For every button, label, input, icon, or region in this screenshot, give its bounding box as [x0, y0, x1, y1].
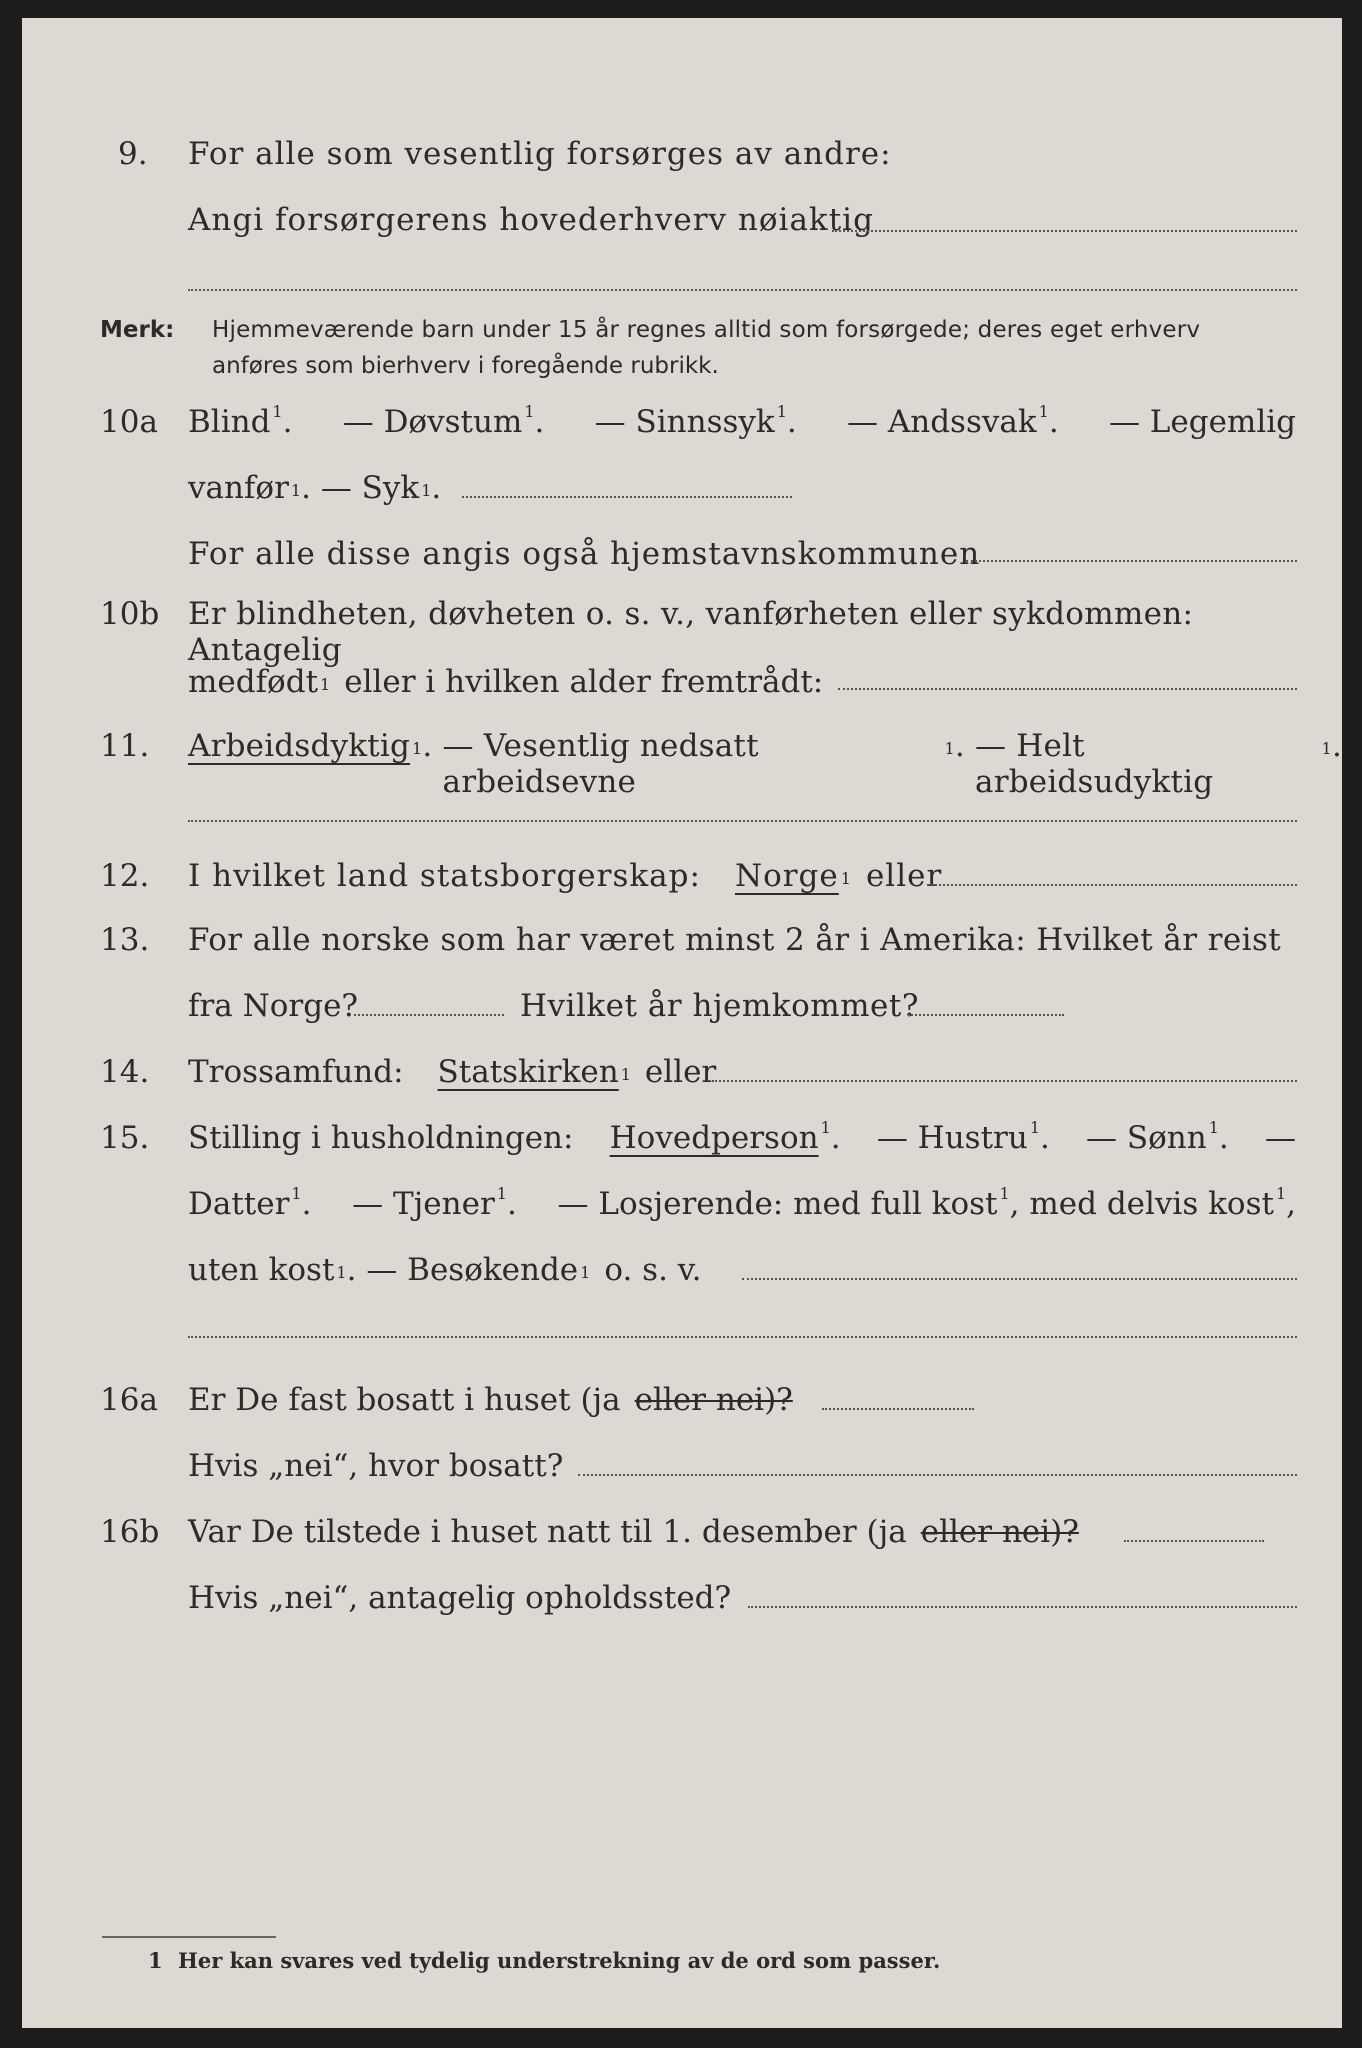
q16b-location-label: Hvis „nei“, antagelig opholdssted? [188, 1580, 732, 1616]
q16b-number: 16b [100, 1514, 160, 1550]
eller-nei-struck[interactable]: eller nei)? [634, 1382, 793, 1418]
citizenship-label: I hvilket land statsborgerskap: [188, 858, 701, 894]
arbeidsudyktig-option[interactable]: — Helt arbeidsudyktig [975, 728, 1214, 800]
q12-answer-line[interactable] [927, 884, 1297, 886]
statskirken-option[interactable]: Statskirken [437, 1054, 619, 1090]
q16a-answer-line[interactable] [822, 1408, 974, 1410]
uten-kost-option[interactable]: uten kost [188, 1252, 335, 1288]
religion-label: Trossamfund: [188, 1054, 404, 1090]
eller-label: eller [865, 858, 943, 894]
legemlig-option[interactable]: — Legemlig [1108, 404, 1296, 440]
q9-answer-line[interactable] [832, 230, 1297, 232]
q13-returned-label: Hvilket år hjemkommet? [520, 988, 919, 1024]
norge-option[interactable]: Norge [734, 858, 839, 894]
q10a-municipality-line[interactable] [966, 560, 1297, 562]
q16a-number: 16a [100, 1382, 158, 1418]
q9-answer-line-2[interactable] [188, 289, 1297, 291]
q13-number: 13. [100, 922, 150, 958]
q15-line-2: Datter $^1$. — Tjener $^1$. — Losjerende: med full kost $^1$, med delvis kost $^1$, [188, 1184, 1296, 1222]
q13-emigrated-label: fra Norge? [188, 988, 359, 1024]
medfodt-option[interactable]: medfødt [188, 664, 319, 700]
q14-answer-line[interactable] [712, 1080, 1297, 1082]
q13-line-1: For alle norske som har været minst 2 år i Amerika: Hvilket år reist [188, 922, 1282, 958]
merk-text-1: Hjemmeværende barn under 15 år regnes alltid som forsørgede; deres eget erhverv [212, 317, 1201, 343]
q10b-line-2: medfødt $^1$ eller i hvilken alder fremtrådt: [188, 664, 824, 700]
q16b-line-1 [188, 1514, 1079, 1550]
nedsatt-arbeidsevne-option[interactable]: — Vesentlig nedsatt arbeidsevne [442, 728, 759, 800]
blind-option[interactable]: Blind [188, 404, 271, 440]
q10a-number: 10a [100, 404, 158, 440]
sonn-option[interactable]: — Sønn [1086, 1120, 1207, 1156]
losjerende-full-kost-option[interactable]: — Losjerende: med full kost [557, 1186, 998, 1222]
q12-number: 12. [100, 858, 150, 894]
q10a-line-2: vanfør $^1$ . — Syk $^1$ . [188, 470, 442, 506]
q13-returned-year-line[interactable] [908, 1014, 1064, 1016]
footnote-text: Her kan svares ved tydelig understrekning av de ord som passer. [178, 1948, 941, 1973]
q10a-answer-line[interactable] [462, 496, 792, 498]
delvis-kost-option[interactable]: , med delvis kost [1009, 1186, 1274, 1222]
sinnssyk-option[interactable]: — Sinnssyk [594, 404, 775, 440]
footnote-mark: 1 [148, 1948, 163, 1973]
eller-nei-struck-2[interactable]: eller nei)? [920, 1514, 1079, 1550]
besokende-option[interactable]: — Besøkende [366, 1252, 579, 1288]
q15-line-3: uten kost $^1$ . — Besøkende $^1$ o. s. v. [188, 1252, 702, 1288]
census-form-page [22, 18, 1342, 2028]
hovedperson-option[interactable]: Hovedperson [609, 1120, 819, 1156]
q10b-number: 10b [100, 596, 160, 632]
footnote-rule [102, 1936, 276, 1938]
merk-label: Merk: [100, 317, 175, 343]
q12-line: I hvilket land statsborgerskap: Norge $^1$ eller [188, 858, 943, 894]
q16b-location-line[interactable] [748, 1606, 1297, 1608]
q10a-line-1: Blind $^1$. — Døvstum $^1$. — Sinnssyk $^1$. — Andssvak $^1$. — Legemlig [188, 402, 1296, 440]
q10b-line-1: Er blindheten, døvheten o. s. v., vanførheten eller sykdommen: Antagelig [188, 596, 1194, 668]
q16b-answer-line[interactable] [1124, 1540, 1264, 1542]
q9-provider-occupation-label: Angi forsørgerens hovederhverv nøiaktig [188, 202, 874, 238]
q15-answer-line-2[interactable] [188, 1336, 1297, 1338]
q9-number: 9. [118, 136, 148, 172]
q14-line: Trossamfund: Statskirken $^1$ eller [188, 1054, 717, 1090]
resident-question: Er De fast bosatt i huset (ja [188, 1382, 621, 1418]
datter-option[interactable]: Datter [188, 1186, 290, 1222]
andssvak-option[interactable]: — Andssvak [847, 404, 1037, 440]
q9-question: For alle som vesentlig forsørges av andre: [188, 136, 892, 172]
vanfor-option[interactable]: vanfør [188, 470, 289, 506]
q13-emigrated-year-line[interactable] [354, 1014, 504, 1016]
q16a-where-label: Hvis „nei“, hvor bosatt? [188, 1448, 564, 1484]
present-question: Var De tilstede i huset natt til 1. desember (ja [188, 1514, 907, 1550]
hustru-option[interactable]: — Hustru [876, 1120, 1028, 1156]
q14-number: 14. [100, 1054, 150, 1090]
q10a-home-municipality-label: For alle disse angis også hjemstavnskommunen [188, 536, 981, 572]
q15-line-1: Stilling i husholdningen: Hovedperson $^1$. — Hustru $^1$. — Sønn $^1$. — [188, 1118, 1296, 1156]
q10b-answer-line[interactable] [838, 688, 1297, 690]
q11-answer-line[interactable] [188, 820, 1297, 822]
q11-number: 11. [100, 728, 150, 764]
eller-label-2: eller [644, 1054, 717, 1090]
q11-line: Arbeidsdyktig $^1$ . — Vesentlig nedsatt arbeidsevne $^1$ . — Helt arbeidsudyktig $^1$ . [188, 728, 1342, 800]
tjener-option[interactable]: — Tjener [352, 1186, 495, 1222]
dash: — [1264, 1120, 1296, 1156]
merk-text-2: anføres som bierhverv i foregående rubrikk. [212, 353, 719, 379]
household-position-label: Stilling i husholdningen: [188, 1120, 574, 1156]
q16a-where-line[interactable] [578, 1474, 1297, 1476]
q15-answer-line[interactable] [742, 1278, 1297, 1280]
syk-option[interactable]: — Syk [320, 470, 420, 506]
q15-number: 15. [100, 1120, 150, 1156]
q16a-line-1 [188, 1382, 793, 1418]
arbeidsdyktig-option[interactable]: Arbeidsdyktig [188, 728, 411, 764]
dovstum-option[interactable]: — Døvstum [342, 404, 523, 440]
osv-label: o. s. v. [604, 1252, 702, 1288]
onset-age-label: eller i hvilken alder fremtrådt: [344, 664, 824, 700]
